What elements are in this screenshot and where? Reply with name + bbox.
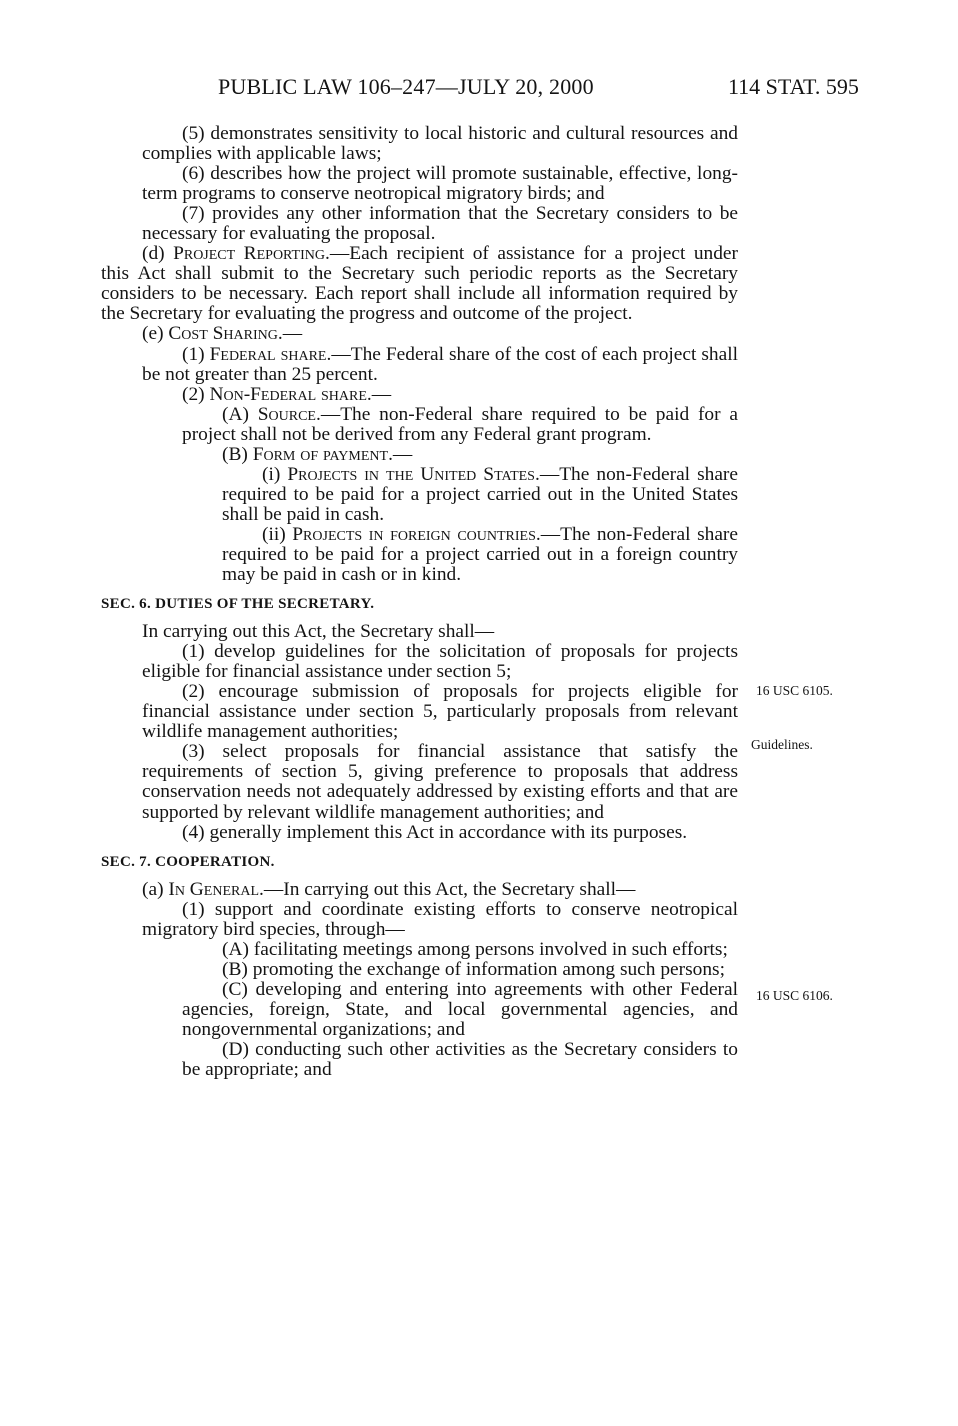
margin-note-guidelines: Guidelines. (751, 737, 813, 752)
section-6-item-4: (4) generally implement this Act in accordance with its purposes. (182, 821, 688, 843)
paragraph-item-6: (6) describes how the project will promote sustainable, effective, long-term programs to conserve neotropical migratory birds; and (142, 163, 738, 205)
subsection-e (101, 324, 738, 344)
clause-ii (101, 525, 738, 585)
section-6-intro: In carrying out this Act, the Secretary shall— (142, 621, 495, 643)
subparagraph-B-dash: .— (388, 443, 413, 465)
page-header (0, 74, 958, 104)
clause-i-heading: Projects in the United States (287, 463, 535, 485)
section-7-a-text: .—In carrying out this Act, the Secretary shall— (259, 878, 636, 900)
section-7-a-heading: In General (168, 878, 260, 900)
subparagraph-A-text: .—The non-Federal share required to be paid for a project shall not be derived from any Federal grant program. (182, 403, 738, 445)
paragraph-e2 (101, 385, 738, 405)
section-7-item-1: (1) support and coordinate existing efforts to conserve neotropical migratory bird species, through— (142, 898, 738, 940)
paragraph-e2-label: (2) (182, 383, 210, 405)
subsection-e-dash: .— (277, 323, 303, 345)
paragraph-e1-text: .—The Federal share of the cost of each project shall be not greater than 25 percent. (142, 343, 738, 385)
subparagraph-A-label: (A) (222, 403, 258, 425)
margin-note-usc-6105: 16 USC 6105. (756, 683, 833, 698)
section-7-heading: SEC. 7. COOPERATION. (101, 853, 275, 870)
subsection-d-text: .—Each recipient of assistance for a project under this Act shall submit to the Secretary such periodic reports as the Secretary considers to be necessary. Each report shall include all information required by the Secretary for evaluating the progress and outcome of the project. (101, 243, 738, 325)
section-7-subsection-a (101, 880, 738, 900)
paragraph-e1-heading: Federal share (209, 343, 327, 365)
clause-ii-text: .—The non-Federal share required to be paid for a project carried out in a foreign country may be paid in cash or in kind. (222, 523, 738, 586)
page-body (101, 124, 738, 1080)
subsection-d (101, 244, 738, 324)
subparagraph-B (101, 445, 738, 465)
margin-note-usc-6106: 16 USC 6106. (756, 988, 833, 1003)
subparagraph-B-heading: Form of payment (252, 443, 389, 465)
clause-i-label: (i) (262, 463, 288, 485)
subsection-d-label: (d) (142, 243, 174, 265)
subparagraph-A (101, 405, 738, 445)
paragraph-item-5: (5) demonstrates sensitivity to local historic and cultural resources and complies with applicable laws; (142, 123, 738, 165)
subsection-e-heading: Cost Sharing (168, 323, 278, 345)
subsection-d-heading: Project Reporting (173, 243, 325, 265)
statute-page-number: 114 STAT. 595 (728, 74, 859, 99)
subsection-e-label: (e) (142, 323, 169, 345)
section-7-item-B: (B) promoting the exchange of information among such persons; (222, 958, 725, 980)
clause-i (101, 465, 738, 525)
section-7-item-A: (A) facilitating meetings among persons involved in such efforts; (222, 938, 728, 960)
section-6-item-1: (1) develop guidelines for the solicitation of proposals for projects eligible for financial assistance under section 5; (142, 641, 738, 683)
section-6-heading: SEC. 6. DUTIES OF THE SECRETARY. (101, 596, 375, 613)
paragraph-item-7: (7) provides any other information that the Secretary considers to be necessary for evaluating the proposal. (142, 203, 738, 245)
clause-ii-label: (ii) (262, 523, 293, 545)
paragraph-e1-label: (1) (182, 343, 210, 365)
section-7-item-D: (D) conducting such other activities as the Secretary considers to be appropriate; and (182, 1038, 738, 1081)
clause-i-text: .—The non-Federal share required to be paid for a project carried out in the United States shall be paid in cash. (222, 463, 738, 525)
subparagraph-A-heading: Source (257, 403, 316, 425)
section-7-item-C: (C) developing and entering into agreements with other Federal agencies, foreign, State, and local governmental agencies, and nongovernmental organizations; and (182, 978, 738, 1040)
section-6-item-3: (3) select proposals for financial assistance that satisfy the requirements of section 5, giving preference to proposals that address conservation needs not adequately addressed by existing efforts and that are supported by relevant wildlife management authorities; and (142, 741, 738, 823)
paragraph-e2-heading: Non-Federal share (209, 383, 367, 405)
paragraph-e2-dash: .— (366, 383, 392, 405)
section-6-item-2: (2) encourage submission of proposals for projects eligible for financial assistance under section 5, particularly proposals from relevant wildlife management authorities; (142, 681, 738, 743)
running-head-title: PUBLIC LAW 106–247—JULY 20, 2000 (218, 74, 594, 99)
subparagraph-B-label: (B) (222, 443, 253, 465)
clause-ii-heading: Projects in foreign countries (292, 523, 536, 545)
section-7-a-label: (a) (142, 878, 169, 900)
paragraph-e1 (101, 345, 738, 385)
